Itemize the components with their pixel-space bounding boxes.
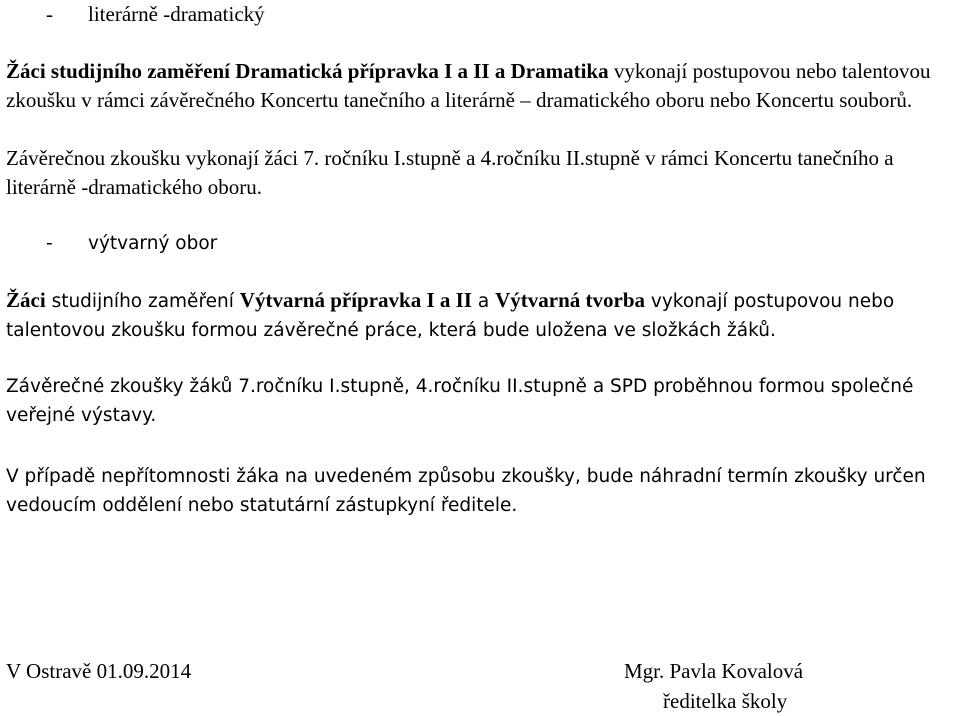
lead-rest: studijního zaměření [51, 291, 234, 312]
literary-dramatic-paragraph-2 [6, 144, 956, 202]
absence-note [6, 462, 956, 520]
conjunction: a [494, 59, 506, 83]
conjunction: a [477, 291, 490, 312]
program-name: Výtvarná tvorba [495, 288, 646, 312]
lead-text: Žáci [6, 288, 46, 312]
program-name: Dramatika [510, 59, 609, 83]
literary-dramatic-heading [6, 0, 956, 29]
section-heading: literárně -dramatický [88, 2, 265, 26]
list-dash: - [46, 233, 53, 254]
lead-text: Žáci studijního zaměření [6, 59, 230, 83]
paragraph-text: vykonají postupovou nebo talentovou zkoušku v rámci závěrečného Koncertu tanečního a literárně – dramatického oboru nebo Koncertu souborů. [6, 59, 931, 112]
signatory-title: ředitelka školy [663, 689, 788, 713]
paragraph-text: Závěrečnou zkoušku vykonají žáci 7. ročníku I.stupně a 4.ročníku II.stupně v rámci Koncertu tanečního a literárně -dramatického oboru. [6, 146, 894, 199]
paragraph-text: Závěrečné zkoušky žáků 7.ročníku I.stupně, 4.ročníku II.stupně a SPD proběhnou formou společné veřejné výstavy. [6, 376, 914, 426]
program-name: Dramatická přípravka I a II [235, 59, 490, 83]
visual-arts-paragraph-2 [6, 372, 956, 430]
list-dash: - [46, 2, 53, 26]
program-name: Výtvarná přípravka I a II [239, 288, 472, 312]
visual-arts-paragraph-1 [6, 286, 956, 345]
paragraph-text: vykonají postupovou nebo talentovou zkoušku formou závěrečné práce, která bude uložena ve složkách žáků. [6, 291, 895, 341]
place-date: V Ostravě 01.09.2014 [6, 659, 192, 683]
literary-dramatic-paragraph-1 [6, 57, 956, 115]
signatory-name: Mgr. Pavla Kovalová [624, 659, 804, 683]
visual-arts-heading [6, 229, 956, 258]
paragraph-text: V případě nepřítomnosti žáka na uvedeném způsobu zkoušky, bude náhradní termín zkoušky určen vedoucím oddělení nebo statutární zástupkyní ředitele. [6, 466, 926, 516]
section-heading: výtvarný obor [88, 233, 218, 254]
